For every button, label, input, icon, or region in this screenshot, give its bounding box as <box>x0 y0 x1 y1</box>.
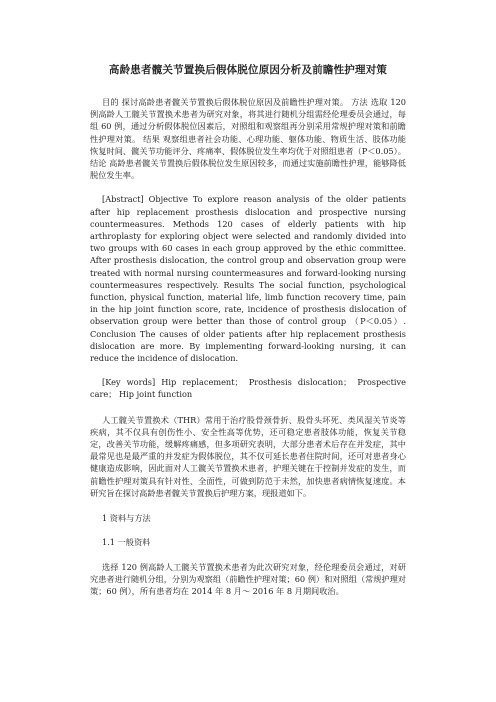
paper-title: 高龄患者髋关节置换后假体脱位原因分析及前瞻性护理对策 <box>108 64 388 76</box>
chinese-abstract: 目的 探讨高龄患者髋关节置换后假体脱位原因及前瞻性护理对策。 方法 选取 120 例高龄人工髋关节置换术患者为研究对象，将其进行随机分组需经伦理委员会通过，每组 60 例，通过分析假体脱位因素后，对照组和观察组再分别采用常规护理对策和前瞻性护理对策。 结果 观察组患者社会功能、心理功能、躯体功能、物质生活、肢体功能恢复时间、髋关节功能评分、疼痛率、假体脱位发生率均优于对照组患者（P＜0.05）。 结论 高龄患者髋关节置换后假体脱位发生原因较多，而通过实施前瞻性护理，能够降低脱位发生率。 <box>90 97 406 181</box>
introduction-paragraph: 人工髋关节置换术（THR）常用于治疗股骨颈骨折、股骨头坏死、类风湿关节炎等疾病，其不仅具有创伤性小、安全性高等优势，还可稳定患者肢体功能，恢复关节稳定，改善关节功能，缓解疼痛感，但多项研究表明，大部分患者术后存在并发症，其中最常见也是最严重的并发症为假体脱位，其不仅可延长患者住院时间，还可对患者身心健康造成影响，因此面对人工髋关节置换术患者，护理关键在于控制并发症的发生，而前瞻性护理对策具有针对性、全面性，可做到防范于未然，加快患者病情恢复速度。本研究旨在探讨高龄患者髋关节置换后护理方案，现报道如下。 <box>90 414 406 498</box>
document-page <box>90 62 406 597</box>
subsection-heading-general-data: 1.1 一般资料 <box>102 537 151 548</box>
keywords: [Key words] Hip replacement； Prosthesis dislocation； Prospective care； Hip joint function <box>90 377 406 400</box>
general-data-paragraph: 选择 120 例高龄人工髋关节置换术患者为此次研究对象，经伦理委员会通过，对研究患者进行随机分组，分别为观察组（前瞻性护理对策；60 例）和对照组（常规护理对策；60 例），所有患者均在 2014 年 8 月～ 2016 年 8 月期间收治。 <box>90 561 406 596</box>
english-abstract: [Abstract] Objective To explore reason analysis of the older patients after hip replacement prosthesis dislocation and prospective nursing countermeasures. Methods 120 cases of elderly patients with hip arthroplasty for exploring object were selected and randomly divided into two groups with 60 cases in each group approved by the ethic committee. After prosthesis dislocation, the control group and observation group were treated with normal nursing countermeasures and forward-looking nursing countermeasures respectively. Results The social function, psychological function, physical function, material life, limb function recovery time, pain in the hip joint function score, rate, incidence of prosthesis dislocation of observation group were better than those of control group （P＜0.05）. Conclusion The causes of older patients after hip replacement prosthesis dislocation are more. By implementing forward-looking nursing, it can reduce the incidence of dislocation. <box>90 194 406 364</box>
section-heading-materials-methods: 1 资料与方法 <box>102 513 151 524</box>
